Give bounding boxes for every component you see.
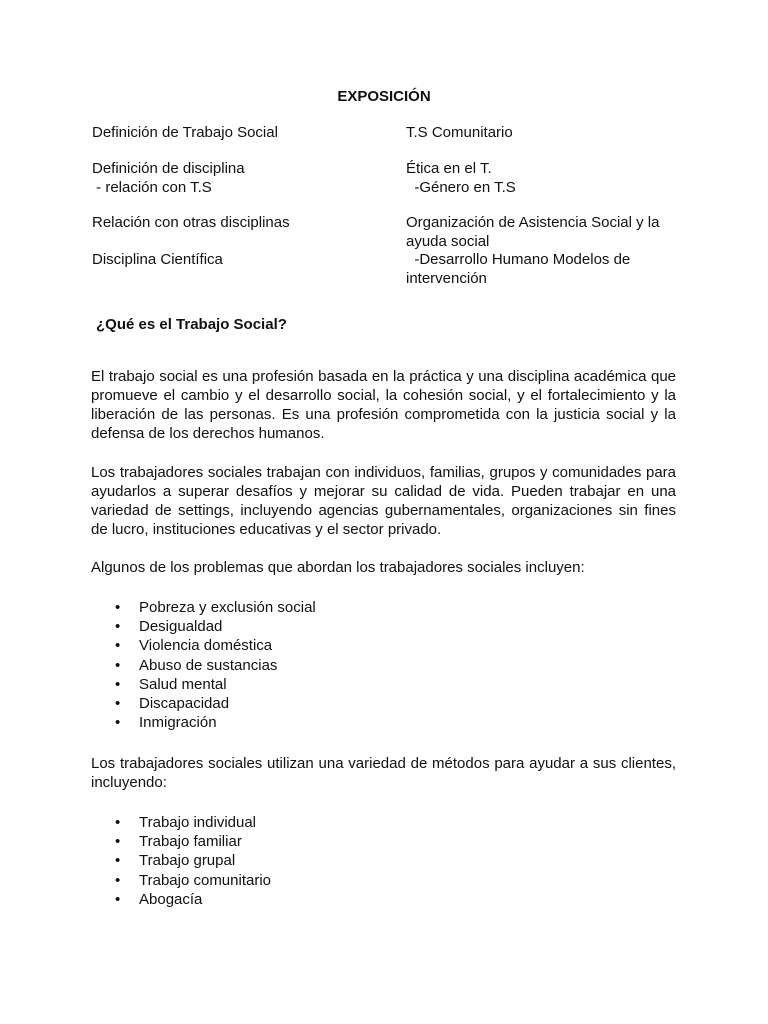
list-item: • Salud mental (115, 675, 227, 693)
toc-item-definicion-disciplina: Definición de disciplina (92, 160, 245, 177)
section-heading: ¿Qué es el Trabajo Social? (96, 316, 287, 333)
list-item: • Inmigración (115, 714, 217, 732)
list-item: • Abogacía (115, 890, 203, 908)
bullet-icon: • (115, 871, 121, 889)
toc-item-etica: Ética en el T. (406, 160, 492, 177)
list-item: • Trabajo familiar (115, 833, 242, 851)
paragraph-definition: El trabajo social es una profesión basada en la práctica y una disciplina académica que promueve el cambio y el desarrollo social, la cohesión social, y el fortalecimiento y la liberación de las personas. Es una profesión comprometida con la justicia social y la defensa de los derechos humanos. (91, 368, 676, 442)
toc-item-intervencion: intervención (406, 270, 487, 287)
bullet-icon: • (115, 637, 121, 655)
toc-item-definicion-trabajo-social: Definición de Trabajo Social (92, 124, 278, 141)
paragraph-methods-intro: Los trabajadores sociales utilizan una variedad de métodos para ayudar a sus clientes, incluyendo: (91, 755, 676, 791)
toc-item-desarrollo-humano: -Desarrollo Humano Modelos de (406, 251, 631, 268)
list-item: • Trabajo grupal (115, 852, 236, 870)
toc-item-organizacion-asistencia: Organización de Asistencia Social y la (406, 214, 660, 231)
paragraph-problems-intro: Algunos de los problemas que abordan los trabajadores sociales incluyen: (91, 559, 585, 576)
toc-item-ts-comunitario: T.S Comunitario (406, 124, 513, 141)
list-item: • Discapacidad (115, 694, 230, 712)
paragraph-work-scope: Los trabajadores sociales trabajan con individuos, familias, grupos y comunidades para ayudarlos a superar desafíos y mejorar su calidad de vida. Pueden trabajar en una variedad de settings, incluyendo agencias gubernamentales, organizaciones sin fines de lucro, instituciones educativas y el sector privado. (91, 464, 676, 538)
list-item: • Abuso de sustancias (115, 656, 278, 674)
list-item: • Trabajo comunitario (115, 871, 272, 889)
toc-item-relacion-otras-disciplinas: Relación con otras disciplinas (92, 214, 290, 231)
bullet-icon: • (115, 714, 121, 732)
toc-item-relacion-con-ts: - relación con T.S (92, 179, 212, 196)
list-item: • Trabajo individual (115, 814, 257, 831)
bullet-icon: • (115, 618, 121, 636)
toc-item-genero-ts: -Género en T.S (406, 179, 516, 196)
toc-item-disciplina-cientifica: Disciplina Científica (92, 251, 223, 268)
bullet-icon: • (115, 675, 121, 693)
bullet-icon: • (115, 814, 121, 831)
bullet-icon: • (115, 833, 121, 851)
toc-item-ayuda-social: ayuda social (406, 233, 490, 250)
bullet-icon: • (115, 656, 121, 674)
document-title: EXPOSICIÓN (337, 88, 431, 105)
bullet-icon: • (115, 694, 121, 712)
bullet-icon: • (115, 852, 121, 870)
list-item: • Desigualdad (115, 618, 223, 636)
methods-list (115, 813, 271, 909)
bullet-icon: • (115, 599, 121, 616)
problems-list (115, 598, 316, 732)
list-item: • Violencia doméstica (115, 637, 273, 655)
list-item: • Pobreza y exclusión social (115, 599, 316, 616)
bullet-icon: • (115, 890, 121, 908)
